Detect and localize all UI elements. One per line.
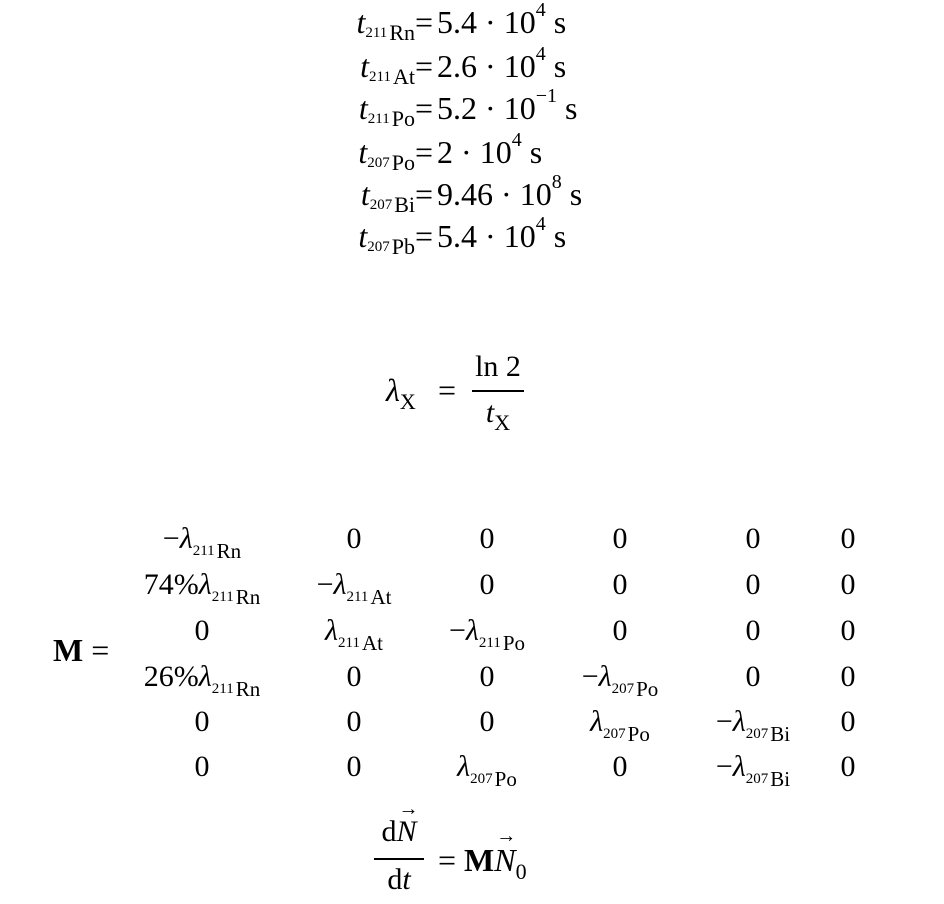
matrix-cell: 0	[840, 614, 856, 647]
matrix-cell: 0	[840, 522, 856, 555]
value-exponent: 4	[535, 43, 546, 65]
value-mantissa: $2 \cdot 10^4$ s	[437, 129, 543, 170]
vector-n0-subscript: 0	[515, 859, 527, 884]
half-life-symbol: t207Pb	[358, 218, 415, 259]
cell-prefix: −	[448, 614, 466, 647]
matrix-cell: 0	[346, 522, 362, 555]
t-subscript: X	[494, 410, 511, 435]
vector-arrow-icon: →	[398, 798, 419, 820]
isotope-subscript	[603, 715, 650, 749]
decay-constant-formula	[0, 350, 944, 440]
vector-n: N →	[396, 798, 419, 848]
isotope-element: Bi	[770, 767, 791, 791]
vector-n0: N →	[494, 825, 517, 878]
half-life-value	[415, 130, 542, 170]
isotope-element: Pb	[391, 234, 415, 259]
matrix-cell: 0	[612, 750, 628, 783]
isotope-mass: 211	[367, 111, 390, 127]
fraction-numerator: ln 2	[475, 350, 521, 383]
cell-lambda: λ	[333, 568, 347, 601]
half-life-symbol: t211At	[360, 48, 415, 89]
equals-sign: =	[415, 4, 434, 40]
half-life-line	[0, 43, 944, 89]
ode-fraction	[374, 798, 424, 903]
isotope-element: Rn	[235, 585, 261, 609]
cell-prefix: −	[581, 660, 599, 693]
isotope-element: Po	[636, 677, 659, 701]
value-unit: s	[553, 218, 567, 254]
value-mantissa: $2.6 \cdot 10^4$ s	[437, 43, 567, 84]
value-unit: s	[529, 134, 543, 170]
isotope-subscript	[470, 760, 517, 794]
ode-numerator	[374, 798, 424, 849]
cell-lambda: λ	[732, 750, 746, 783]
half-life-line	[0, 171, 944, 217]
cell-lambda: λ	[198, 660, 212, 693]
matrix-cell: 0	[745, 522, 761, 555]
lambda-subscript: X	[399, 389, 416, 414]
isotope-element: Po	[391, 106, 415, 131]
half-life-line	[0, 129, 944, 175]
cell-lambda: λ	[457, 750, 471, 783]
equals-sign: =	[415, 218, 434, 254]
isotope-element: Po	[391, 150, 415, 175]
isotope-mass: 207	[611, 681, 635, 697]
isotope-subscript	[479, 624, 525, 658]
matrix-cell: 0	[840, 705, 856, 738]
half-life-symbol: t207Po	[358, 134, 415, 175]
isotope-element: At	[361, 631, 383, 655]
cell-prefix: −	[316, 568, 334, 601]
value-mantissa: $5.4 \cdot 10^4$ s	[437, 0, 567, 40]
isotope-mass: 207	[369, 197, 393, 213]
value-unit: s	[569, 176, 583, 212]
half-life-symbol: t207Bi	[360, 176, 415, 217]
value-exponent: 4	[535, 213, 546, 235]
value-unit: s	[553, 48, 567, 84]
isotope-mass: 211	[478, 635, 501, 651]
matrix-cell: 0	[840, 568, 856, 601]
isotope-mass: 211	[338, 635, 360, 651]
matrix-cell: 0	[479, 705, 495, 738]
matrix-cell: 0	[612, 568, 628, 601]
half-life-line	[0, 85, 944, 131]
lambda-symbol: λ	[386, 372, 400, 408]
isotope-subscript	[212, 578, 260, 612]
value-exponent: 4	[511, 129, 522, 151]
isotope-mass: 207	[367, 239, 390, 255]
isotope-subscript	[193, 532, 241, 566]
ode-rhs	[438, 825, 527, 884]
cell-lambda: λ	[590, 705, 604, 738]
cell-prefix: 74%	[143, 568, 199, 601]
matrix-equals: =	[91, 632, 110, 668]
half-life-value	[415, 86, 577, 126]
isotope-element: Bi	[394, 192, 415, 217]
value-exponent: −1	[535, 85, 557, 107]
value-unit: s	[564, 90, 578, 126]
cell-prefix: 26%	[143, 660, 199, 693]
isotope-subscript	[346, 578, 391, 612]
matrix-symbol: M	[53, 632, 84, 668]
vector-arrow-icon: →	[496, 825, 517, 847]
isotope-mass: 211	[346, 589, 369, 605]
matrix-cell: 0	[612, 614, 628, 647]
cell-prefix: −	[162, 522, 180, 555]
half-life-symbol: t211Po	[358, 90, 415, 131]
ode-equals: =	[438, 842, 457, 878]
cell-lambda: λ	[465, 614, 479, 647]
half-life-symbol: t211Rn	[356, 4, 415, 45]
half-life-value	[415, 172, 582, 212]
ode-formula	[0, 798, 944, 904]
cell-lambda: λ	[325, 614, 339, 647]
ode-matrix-symbol: M	[464, 842, 495, 878]
ode-denominator-text: dt	[387, 863, 411, 896]
value-mantissa: $5.4 \cdot 10^4$ s	[437, 213, 567, 254]
matrix-cell: 0	[840, 660, 856, 693]
t-symbol: t	[485, 396, 495, 429]
isotope-element: At	[393, 64, 415, 89]
matrix-cell: 0	[346, 705, 362, 738]
isotope-element: At	[370, 585, 392, 609]
value-mantissa: $9.46 \cdot 10^8$ s	[437, 171, 583, 212]
lambda-lhs	[386, 372, 416, 414]
matrix-cell: 0	[194, 705, 210, 738]
isotope-subscript	[365, 20, 415, 46]
value-exponent: 8	[551, 171, 562, 193]
isotope-mass: 207	[745, 771, 769, 787]
ode-fraction-bar	[374, 858, 424, 860]
matrix-cell	[122, 522, 282, 562]
cell-prefix: −	[715, 705, 733, 738]
isotope-element: Bi	[770, 722, 791, 746]
ode-d: d	[381, 815, 397, 848]
cell-prefix: −	[715, 750, 733, 783]
half-life-value	[415, 214, 566, 254]
isotope-subscript	[338, 624, 383, 658]
isotope-mass: 211	[369, 69, 391, 85]
isotope-element: Rn	[389, 20, 415, 45]
cell-lambda: λ	[179, 522, 193, 555]
ode-denominator	[374, 863, 424, 897]
isotope-mass: 207	[367, 155, 390, 171]
half-life-line	[0, 0, 944, 45]
matrix-cell: 0	[745, 660, 761, 693]
isotope-mass: 211	[192, 543, 215, 559]
equals-sign: =	[438, 372, 457, 408]
equals-sign: =	[415, 48, 434, 84]
matrix-cell: 0	[745, 614, 761, 647]
value-unit: s	[553, 4, 567, 40]
matrix-cell: 0	[346, 660, 362, 693]
matrix-cell: 0	[194, 750, 210, 783]
isotope-mass: 211	[211, 589, 234, 605]
isotope-element: Rn	[235, 677, 261, 701]
isotope-mass: 211	[365, 25, 388, 41]
matrix-cell: 0	[840, 750, 856, 783]
matrix-cell: 0	[346, 750, 362, 783]
isotope-subscript	[212, 670, 260, 704]
value-mantissa: $5.2 \cdot 10^{-1}$ s	[437, 85, 578, 126]
fraction	[472, 350, 524, 438]
matrix-cell	[122, 568, 282, 608]
isotope-element: Po	[627, 722, 650, 746]
matrix-label	[53, 632, 109, 669]
cell-lambda: λ	[598, 660, 612, 693]
matrix-cell: 0	[479, 660, 495, 693]
isotope-mass: 207	[603, 726, 626, 742]
isotope-element: Po	[494, 767, 517, 791]
half-life-value	[415, 44, 566, 84]
isotope-mass: 207	[745, 726, 769, 742]
isotope-subscript	[368, 106, 415, 132]
isotope-subscript	[367, 234, 415, 260]
isotope-mass: 211	[211, 681, 234, 697]
half-life-line	[0, 213, 944, 259]
value-exponent: 4	[535, 0, 546, 21]
isotope-subscript	[612, 670, 659, 704]
equals-sign: =	[415, 176, 434, 212]
matrix-cell: 0	[479, 522, 495, 555]
matrix-cell: 0	[479, 568, 495, 601]
fraction-bar	[472, 390, 524, 392]
fraction-denominator	[472, 396, 524, 435]
matrix-cell	[122, 660, 282, 700]
matrix-cell: 0	[194, 614, 210, 647]
cell-lambda: λ	[732, 705, 746, 738]
equals-sign: =	[415, 90, 434, 126]
isotope-mass: 207	[470, 771, 493, 787]
equals-sign: =	[415, 134, 434, 170]
cell-lambda: λ	[198, 568, 212, 601]
matrix-cell: 0	[745, 568, 761, 601]
isotope-element: Po	[502, 631, 526, 655]
matrix-cell: 0	[612, 522, 628, 555]
half-life-value	[415, 0, 566, 40]
isotope-element: Rn	[216, 539, 242, 563]
